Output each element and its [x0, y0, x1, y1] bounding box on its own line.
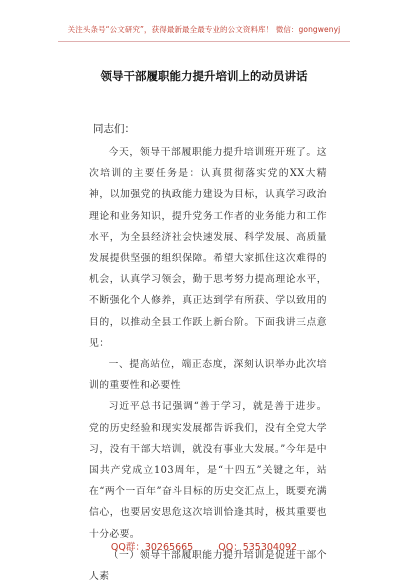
footer-qq-group: QQ群：30265665: [110, 542, 194, 553]
document-title: 领导干部履职能力提升培训上的动员讲话: [100, 69, 308, 83]
paragraph-quote: 习近平总书记强调“善于学习，就是善于进步。党的历史经验和现实发展都告诉我们，没有全党大学习，没有干部大培训，就没有事业大发展。”今年是中国共产党成立103周年，是“十四五”关键之年，站在“两个一百年”奋斗目标的历史交汇点上，既要充满信心，也要居安思危这次培训恰逢其时，极其重要也十分必要。: [89, 401, 327, 540]
footer-contact: [0, 539, 408, 553]
header-banner: 关注头条号“公文研究”，获得最新最全最专业的公文资料库！ 微信：gongwenyj: [67, 25, 341, 34]
document-body: [89, 142, 327, 587]
salutation: 同志们：: [93, 123, 135, 135]
footer-qq: QQ：535304092: [218, 542, 298, 553]
header-divider: [58, 41, 350, 42]
subsection-heading-1: （一）领导干部履职能力提升培训是促进干部个人素: [89, 549, 327, 583]
paragraph-intro: 今天，领导干部履职能力提升培训班开班了。这次培训的主要任务是：认真贯彻落实党的XX大精神，以加强党的执政能力建设为目标，认真学习政治理论和业务知识，提升党务工作者的业务能力和工作水平，为全县经济社会快速发展、科学发展、高质量发展提供坚强的组织保障。希望大家抓住这次难得的机会，认真学习领会，勤于思考努力提高理论水平，不断强化个人修养，真正达到学有所获、学以致用的目的，以推动全县工作跃上新台阶。下面我讲三点意见：: [89, 147, 327, 349]
section-heading-1: 一、提高站位，端正态度，深刻认识举办此次培训的重要性和必要性: [89, 359, 327, 392]
